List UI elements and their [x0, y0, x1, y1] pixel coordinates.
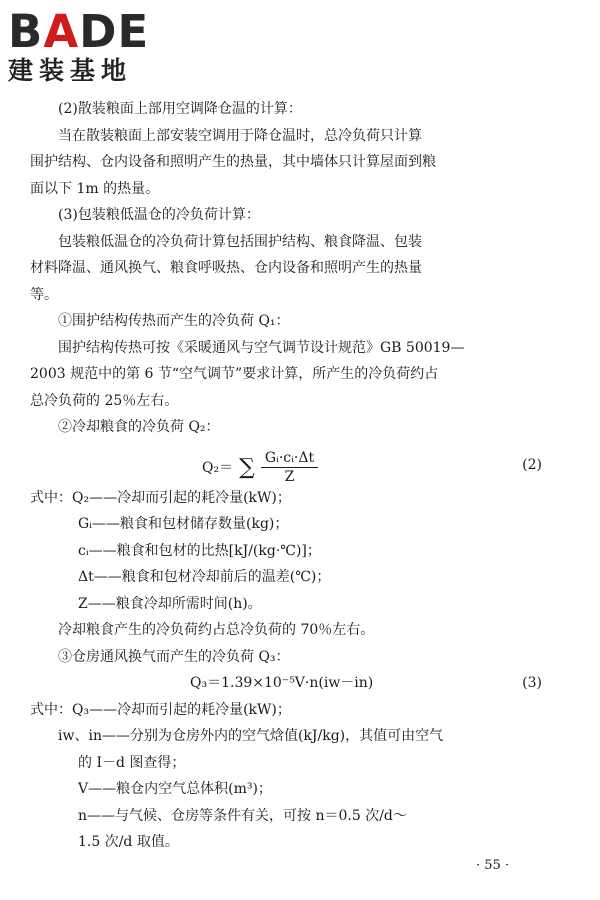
item-heading-3: ③仓房通风换气而产生的冷负荷 Q₃： [58, 648, 290, 665]
paragraph-line: 总冷负荷的 25％左右。 [30, 392, 179, 409]
formula-3 [30, 670, 542, 697]
paragraph-line: 冷却粮食产生的冷负荷约占总冷负荷的 70％左右。 [58, 622, 375, 638]
section-heading-3: (3)包装粮低温仓的冷负荷计算： [58, 207, 260, 223]
definition-line: 式中：Q₃——冷却而引起的耗冷量(kW)； [30, 701, 291, 718]
definition-line: iw、in——分别为仓房外内的空气焓值(kJ/kg)，其值可由空气 [58, 728, 444, 744]
formula-lhs: Q₂＝ [202, 460, 234, 476]
formula-2 [30, 441, 542, 485]
equation-number: (2) [522, 456, 542, 473]
paragraph-line: 当在散装粮面上部安装空调用于降仓温时，总冷负荷只计算 [58, 127, 422, 144]
paragraph-line: 围护结构、仓内设备和照明产生的热量，其中墙体只计算屋面到粮 [30, 154, 436, 170]
definition-line: 式中：Q₂——冷却而引起的耗冷量(kW)； [30, 489, 291, 506]
item-heading-2: ②冷却粮食的冷负荷 Q₂： [58, 419, 220, 435]
paragraph-line: 面以下 1m 的热量。 [30, 180, 160, 197]
paragraph-line: 等。 [30, 286, 58, 303]
definition-line: Z——粮食冷却所需时间(h)。 [78, 595, 262, 612]
paragraph-line: 2003 规范中的第 6 节“空气调节”要求计算，所产生的冷负荷约占 [30, 366, 439, 382]
logo [8, 5, 178, 86]
logo-subtitle: 建装基地 [8, 56, 133, 85]
paragraph-line: 包装粮低温仓的冷负荷计算包括围护结构、粮食降温、包装 [58, 233, 422, 250]
definition-line: n——与气候、仓房等条件有关，可按 n＝0.5 次/d～ [78, 807, 407, 824]
fraction [261, 449, 318, 486]
sigma-symbol: ∑ [239, 454, 255, 480]
definition-line: Gᵢ——粮食和包材储存数量(kg)； [78, 516, 289, 532]
fraction-numerator: Gᵢ·cᵢ·Δt [261, 449, 318, 468]
paragraph-line: 材料降温、通风换气、粮食呼吸热、仓内设备和照明产生的热量 [30, 260, 422, 276]
definition-line: cᵢ——粮食和包材的比热[kJ/(kg·℃)]； [78, 542, 321, 559]
definition-line: Δt——粮食和包材冷却前后的温差(℃)； [78, 569, 331, 585]
equation-number: (3) [522, 675, 542, 691]
definition-line: V——粮仓内空气总体积(m³)； [78, 781, 272, 797]
page-number: · 55 · [476, 858, 510, 873]
definition-line: 1.5 次/d 取值。 [78, 834, 179, 850]
fraction-denominator: Z [284, 468, 295, 485]
logo-wordmark: BADE [8, 5, 150, 58]
item-heading-1: ①围护结构传热而产生的冷负荷 Q₁： [58, 313, 290, 329]
paragraph-line: 围护结构传热可按《采暖通风与空气调节设计规范》GB 50019— [58, 339, 465, 356]
page-body [30, 96, 542, 856]
section-heading-2: (2)散装粮面上部用空调降仓温的计算： [58, 101, 302, 117]
definition-line: 的 I－d 图查得； [78, 754, 186, 771]
formula-expression: Q₃＝1.39×10⁻⁵V·n(iw－in) [190, 675, 374, 691]
